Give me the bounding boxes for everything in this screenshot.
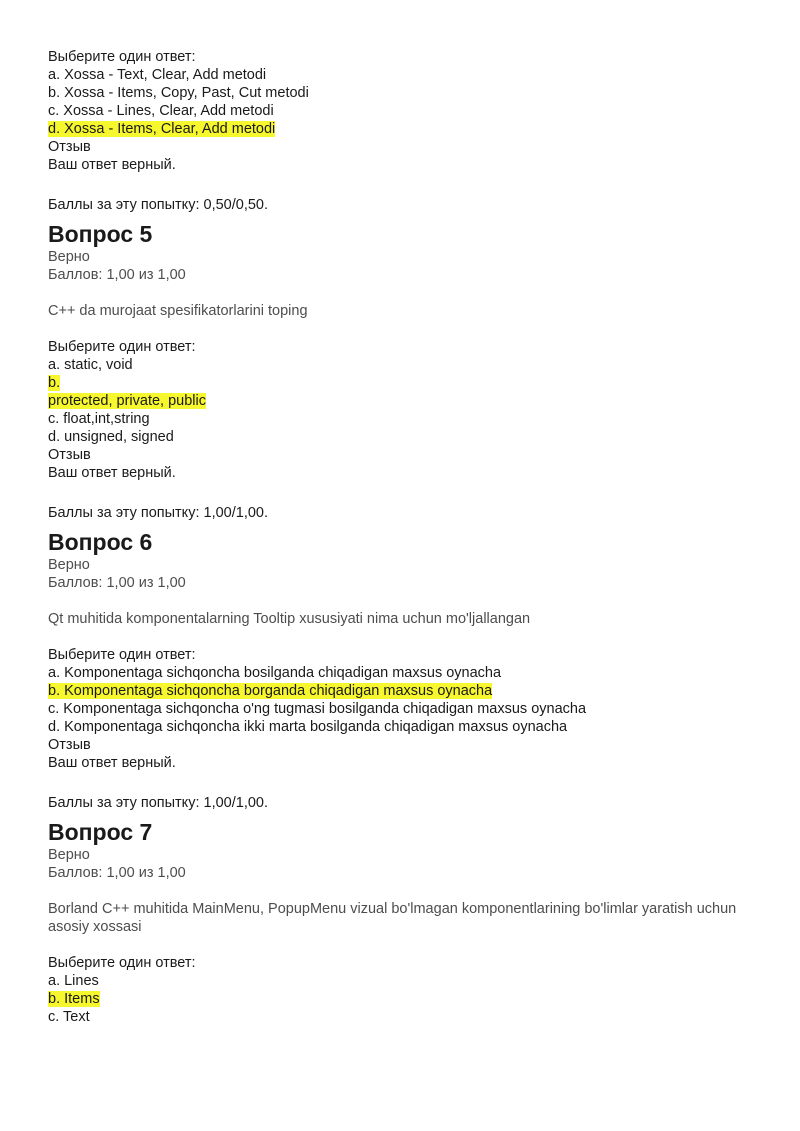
question-7-block — [48, 818, 752, 1026]
answer-option-d-selected[interactable]: d. Xossa - Items, Clear, Add metodi — [48, 121, 276, 137]
feedback-label: Отзыв — [48, 139, 91, 155]
answer-option-d[interactable]: d. Komponentaga sichqoncha ikki marta bosilganda chiqadigan maxsus oynacha — [48, 719, 568, 735]
answer-option-b[interactable]: b. Xossa - Items, Copy, Past, Cut metodi — [48, 85, 309, 101]
feedback-text: Ваш ответ верный. — [48, 157, 176, 173]
question-grade: Баллов: 1,00 из 1,00 — [48, 267, 186, 283]
answer-option-b-selected[interactable]: b. Items — [48, 991, 100, 1007]
answer-option-d[interactable]: d. unsigned, signed — [48, 429, 174, 445]
question-6-block — [48, 528, 752, 812]
question-text: Borland C++ muhitida MainMenu, PopupMenu vizual bo'lmagan komponentlarining bo'limlar yaratish uchun asosiy xossasi — [48, 901, 737, 935]
feedback-label: Отзыв — [48, 737, 91, 753]
attempt-score: Баллы за эту попытку: 1,00/1,00. — [48, 505, 268, 521]
answer-prompt: Выберите один ответ: — [48, 339, 196, 355]
feedback-text: Ваш ответ верный. — [48, 755, 176, 771]
question-4-block — [48, 48, 752, 214]
attempt-score: Баллы за эту попытку: 1,00/1,00. — [48, 795, 268, 811]
answer-option-c[interactable]: c. Komponentaga sichqoncha o'ng tugmasi bosilganda chiqadigan maxsus oynacha — [48, 701, 587, 717]
answer-option-c[interactable]: c. float,int,string — [48, 411, 150, 427]
question-grade: Баллов: 1,00 из 1,00 — [48, 865, 186, 881]
answer-option-a[interactable]: a. Xossa - Text, Clear, Add metodi — [48, 67, 267, 83]
question-title: Вопрос 6 — [48, 529, 153, 555]
answer-prompt: Выберите один ответ: — [48, 955, 196, 971]
question-state: Верно — [48, 847, 90, 863]
answer-option-a[interactable]: a. static, void — [48, 357, 133, 373]
quiz-review-page — [48, 48, 752, 1026]
attempt-score: Баллы за эту попытку: 0,50/0,50. — [48, 197, 268, 213]
question-title: Вопрос 5 — [48, 221, 153, 247]
answer-option-b-text[interactable]: protected, private, public — [48, 393, 206, 409]
question-5-block — [48, 220, 752, 522]
question-state: Верно — [48, 557, 90, 573]
answer-option-a[interactable]: a. Lines — [48, 973, 99, 989]
answer-option-c[interactable]: c. Xossa - Lines, Clear, Add metodi — [48, 103, 274, 119]
question-text: C++ da murojaat spesifikatorlarini toping — [48, 303, 308, 319]
answer-option-c[interactable]: c. Text — [48, 1009, 90, 1025]
question-grade: Баллов: 1,00 из 1,00 — [48, 575, 186, 591]
question-title: Вопрос 7 — [48, 819, 153, 845]
question-state: Верно — [48, 249, 90, 265]
answer-option-b-selected[interactable]: b. — [48, 375, 61, 391]
feedback-text: Ваш ответ верный. — [48, 465, 176, 481]
answer-prompt: Выберите один ответ: — [48, 49, 196, 65]
answer-option-a[interactable]: a. Komponentaga sichqoncha bosilganda chiqadigan maxsus oynacha — [48, 665, 502, 681]
feedback-label: Отзыв — [48, 447, 91, 463]
answer-option-b-selected[interactable]: b. Komponentaga sichqoncha borganda chiqadigan maxsus oynacha — [48, 683, 493, 699]
question-text: Qt muhitida komponentalarning Tooltip xususiyati nima uchun mo'ljallangan — [48, 611, 531, 627]
answer-prompt: Выберите один ответ: — [48, 647, 196, 663]
